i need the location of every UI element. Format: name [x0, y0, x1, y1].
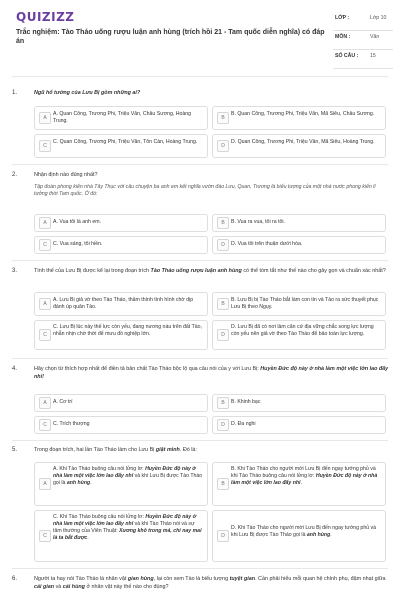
option-letter: A [39, 298, 51, 310]
option-text: D. Khi Tào Tháo cho người mời Lưu Bị đến ngay tướng phủ và khi Lưu Bị được Tào Tháo gọi là anh hùng. [231, 525, 377, 538]
subject-value: Văn [370, 34, 380, 40]
option-letter: D [217, 329, 229, 341]
option-1d[interactable] [212, 134, 386, 158]
divider [12, 358, 388, 359]
option-text: C. Quan Công, Trương Phi, Triệu Vân, Tôn Càn, Hoàng Trung. [53, 139, 198, 145]
question-number: 4. [12, 366, 18, 372]
question-passage: Tập đoàn phong kiến nhà Tây Thục với câu chuyện ba anh em kết nghĩa vườn đào Lưu, Quan, Trương là biểu tượng của một nhà nước phong kiến lí tưởng thời Tam quốc. Ở đó: [34, 184, 376, 197]
option-3a[interactable] [34, 292, 208, 316]
option-1a[interactable] [34, 106, 208, 130]
option-4c[interactable] [34, 416, 208, 434]
option-text: B. Quan Công, Trương Phi, Triệu Vân, Mã Siêu, Châu Sương. [231, 111, 375, 117]
option-letter: B [217, 112, 229, 124]
question-number: 1. [12, 90, 18, 96]
option-letter: D [217, 140, 229, 152]
option-letter: A [39, 478, 51, 490]
subject-label: MÔN : [335, 34, 351, 40]
option-text: C. Khi Tào Tháo buông câu nói lửng lơ: Huyền Đức độ này ở nhà làm một việc lớn lao đấy nhỉ và khi Tào Tháo nói và sự tâm thường của Viên Thuật: Xương khô trong mả, chỉ nay mai là ta bắt được. [53, 514, 202, 541]
option-text: A. Quan Công, Trương Phi, Triệu Vân, Châu Sương, Hoàng Trung. [53, 111, 192, 124]
option-letter: D [217, 530, 229, 542]
option-3b[interactable] [212, 292, 386, 316]
question-number: 3. [12, 268, 18, 274]
option-2b[interactable] [212, 214, 386, 232]
option-letter: D [217, 239, 229, 251]
option-text: B. Vua ra vua, tôi ra tôi. [231, 219, 286, 225]
class-label: LỚP : [335, 15, 350, 21]
option-2c[interactable] [34, 236, 208, 254]
option-1b[interactable] [212, 106, 386, 130]
question-number: 5. [12, 447, 18, 453]
option-4d[interactable] [212, 416, 386, 434]
option-letter: B [217, 298, 229, 310]
meta-panel [333, 12, 393, 69]
option-text: D. Lưu Bị đã có nơi làm căn cứ địa vững chắc song lực lượng còn yếu nên giả vờ theo Tào Tháo để bảo toàn lực lượng. [231, 324, 374, 337]
option-text: C. Vua sáng, tôi hiền. [53, 241, 103, 247]
option-letter: A [39, 217, 51, 229]
option-letter: C [39, 419, 51, 431]
option-text: B. Lưu Bị bị Tào Tháo bắt làm con tin và Tào ra sức thuyết phục Lưu Bị theo Ngụy. [231, 297, 379, 310]
option-text: A. Cơ trí [53, 399, 73, 405]
option-1c[interactable] [34, 134, 208, 158]
option-text: C. Trích thượng [53, 421, 90, 427]
option-3d[interactable] [212, 320, 386, 350]
option-text: B. Khinh bạc [231, 399, 261, 405]
option-text: A. Lưu Bị giả vờ theo Tào Tháo, thâm thính tình hình chờ dịp đánh úp quân Tào. [53, 297, 194, 310]
option-letter: C [39, 530, 51, 542]
divider [12, 164, 388, 165]
option-text: A. Khi Tào Tháo buông câu nói lửng lơ: Huyền Đức độ này ở nhà làm một việc lớn lao đấy nhỉ và khi Lưu Bị được Tào Tháo gọi là anh hùng. [53, 466, 203, 486]
option-text: B. Khi Tào Tháo cho người mời Lưu Bị đến ngay tướng phủ và khi Tào Tháo buông câu nói lửng lơ: Huyền Đức độ này ở nhà làm một việc lớn lao đấy nhỉ. [231, 466, 378, 486]
worksheet-title: Trắc nghiệm: Tào Tháo uống rượu luận anh hùng (trích hồi 21 - Tam quốc diễn nghĩa) có đáp án [16, 29, 325, 45]
option-text: D. Vua tôi trên thuận dưới hòa. [231, 241, 303, 247]
option-5b[interactable] [212, 462, 386, 506]
option-letter: C [39, 140, 51, 152]
divider [12, 440, 388, 441]
question-text: Hãy chọn từ thích hợp nhất để điền tả bản chất Tào Tháo bộc lộ qua câu nói của y với Lưu Bị: Huyền Đức độ này ở nhà làm một việc lớn lao đấy nhỉ! [34, 366, 389, 380]
option-letter: B [217, 478, 229, 490]
class-value: Lớp 10 [370, 15, 387, 21]
option-5c[interactable] [34, 510, 208, 562]
option-letter: B [217, 397, 229, 409]
count-value: 15 [370, 53, 376, 59]
meta-class [333, 12, 393, 31]
option-letter: A [39, 397, 51, 409]
option-2a[interactable] [34, 214, 208, 232]
option-letter: D [217, 419, 229, 431]
meta-count [333, 50, 393, 69]
divider [12, 260, 388, 261]
option-letter: C [39, 329, 51, 341]
count-label: SỐ CÂU : [335, 53, 359, 59]
option-2d[interactable] [212, 236, 386, 254]
option-4b[interactable] [212, 394, 386, 412]
option-5a[interactable] [34, 462, 208, 506]
option-3c[interactable] [34, 320, 208, 350]
question-text: Trong đoạn trích, hai lần Tào Tháo làm cho Lưu Bị giật mình. Đó là: [34, 447, 197, 453]
question-text: Người ta hay nói Tào Tháo là nhân vật gian hùng, lại còn xem Tào là biểu tượng tuyệt gian. Cần phải hiểu mỗi quan hệ chính phụ, đậm nhạt giữa cái gian và cái hùng ở nhân vật này thế nào cho đúng? [34, 576, 386, 590]
option-text: D. Quan Công, Trương Phi, Triệu Vân, Mã Siêu, Hoàng Trung. [231, 139, 375, 145]
option-text: D. Đa nghi [231, 421, 256, 427]
question-text: Nhận định nào đúng nhất? [34, 172, 98, 178]
question-text: Ngũ hổ tướng của Lưu Bị gồm những ai? [34, 90, 141, 96]
question-number: 2. [12, 172, 18, 178]
option-letter: B [217, 217, 229, 229]
option-letter: A [39, 112, 51, 124]
option-5d[interactable] [212, 510, 386, 562]
header-divider [12, 76, 388, 77]
option-text: C. Lưu Bị lúc này thế lực còn yếu, đang nương náu trên đất Tào, nhẫn nhịn chờ thời để mưu đồ nghiệp lớn. [53, 324, 202, 337]
quizizz-logo: QUIZIZZ [16, 10, 75, 24]
option-text: A. Vua tôi là anh em. [53, 219, 101, 225]
question-text: Tính thế của Lưu Bị được kể lại trong đoạn trích Tào Tháo uống rượu luận anh hùng có thể tóm tắt như thế nào cho gây gọn và chuẩn xác nhất? [34, 268, 386, 274]
divider [12, 568, 388, 569]
question-number: 6. [12, 576, 18, 582]
meta-subject [333, 31, 393, 50]
option-letter: C [39, 239, 51, 251]
option-4a[interactable] [34, 394, 208, 412]
